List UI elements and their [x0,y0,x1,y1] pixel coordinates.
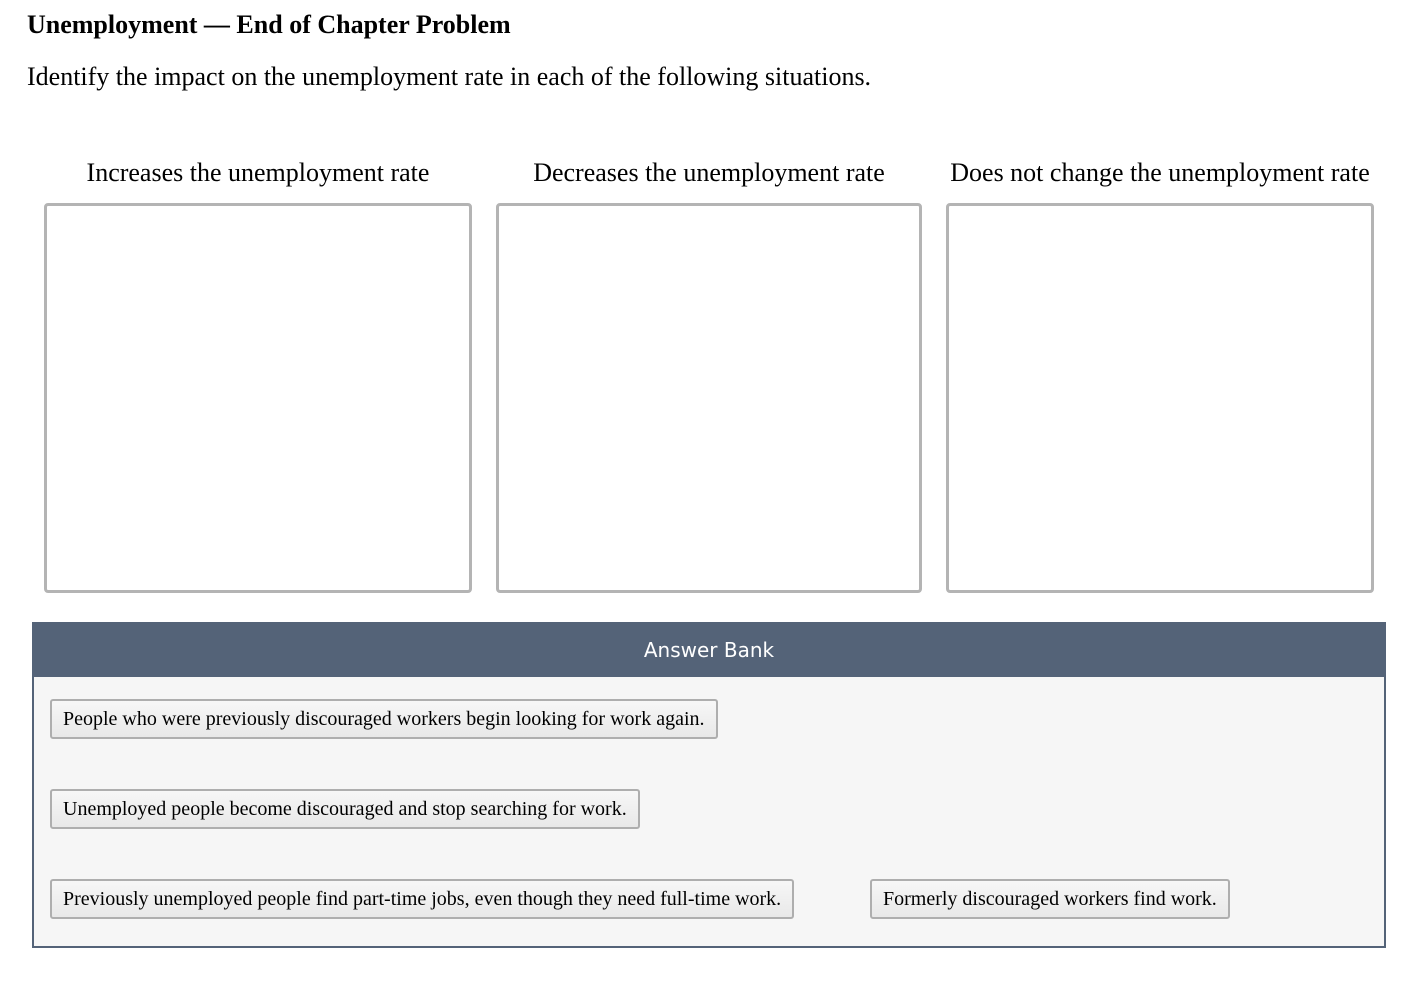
drop-zone-increases[interactable] [44,203,472,593]
answer-chip-discouraged-find-work[interactable]: Formerly discouraged workers find work. [870,879,1230,919]
answer-bank-header: Answer Bank [34,624,1384,677]
drop-zone-decreases[interactable] [496,203,922,593]
drop-zone-no-change[interactable] [946,203,1374,593]
instructions-text: Identify the impact on the unemployment rate in each of the following situations. [27,62,872,91]
answer-chip-discouraged-resume-search[interactable]: People who were previously discouraged workers begin looking for work again. [50,699,718,739]
category-heading-increases: Increases the unemployment rate [86,158,430,187]
answer-bank [32,622,1386,948]
category-heading-decreases: Decreases the unemployment rate [533,158,885,187]
answer-chip-find-part-time[interactable]: Previously unemployed people find part-time jobs, even though they need full-time work. [50,879,794,919]
category-heading-no-change: Does not change the unemployment rate [950,158,1370,187]
answer-chip-become-discouraged[interactable]: Unemployed people become discouraged and stop searching for work. [50,789,640,829]
page-title: Unemployment — End of Chapter Problem [27,10,511,39]
